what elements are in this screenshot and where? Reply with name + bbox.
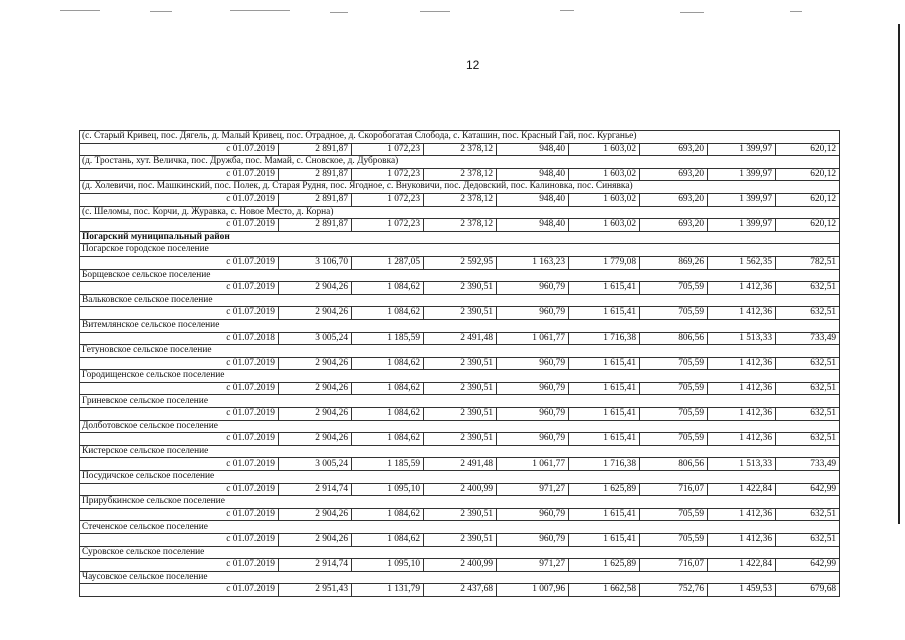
tariff-value-cell: 806,56 [640,458,708,471]
tariff-value-cell: 2 378,12 [424,143,497,156]
effective-date-cell: с 01.07.2019 [80,458,279,471]
tariff-value-cell: 1 603,02 [569,193,640,206]
tariff-value-cell: 1 131,79 [352,584,424,597]
settlement-heading-row [80,395,840,408]
tariff-value-cell: 1 779,08 [569,256,640,269]
effective-date-cell: с 01.07.2019 [80,168,279,181]
tariff-value-cell: 1 095,10 [352,483,424,496]
tariff-value-cell: 705,59 [640,508,708,521]
tariff-value-cell: 1 615,41 [569,382,640,395]
tariff-value-cell: 960,79 [497,357,569,370]
tariff-row [80,534,840,547]
tariff-value-cell: 632,51 [776,508,840,521]
tariff-value-cell: 1 084,62 [352,534,424,547]
settlement-name: Городищенское сельское поселение [80,370,840,383]
tariff-value-cell: 2 891,87 [279,193,352,206]
settlement-name: Вальковское сельское поселение [80,294,840,307]
settlement-name: Посудичское сельское поселение [80,471,840,484]
tariff-value-cell: 948,40 [497,168,569,181]
tariff-value-cell: 2 390,51 [424,357,497,370]
settlement-name: Гриневское сельское поселение [80,395,840,408]
tariff-value-cell: 2 491,48 [424,458,497,471]
tariff-row [80,282,840,295]
settlement-name: Витемлянское сельское поселение [80,319,840,332]
effective-date-cell: с 01.07.2019 [80,143,279,156]
settlement-name: (д. Холевичи, пос. Машкинский, пос. Полек, д. Старая Рудня, пос. Ягодное, с. Внуковичи, пос. Дедовский, пос. Калиновка, пос. Синявка) [80,181,840,194]
tariff-value-cell: 620,12 [776,168,840,181]
settlement-name: Кистерское сельское поселение [80,445,840,458]
tariff-value-cell: 2 904,26 [279,508,352,521]
settlement-name: (с. Шеломы, пос. Корчи, д. Журавка, с. Новое Место, д. Корна) [80,206,840,219]
effective-date-cell: с 01.07.2019 [80,584,279,597]
tariff-value-cell: 632,51 [776,534,840,547]
tariff-value-cell: 1 084,62 [352,307,424,320]
settlement-name: Стеченское сельское поселение [80,521,840,534]
tariff-value-cell: 869,26 [640,256,708,269]
page-number: 12 [466,58,480,72]
tariff-row [80,307,840,320]
tariff-value-cell: 1 061,77 [497,332,569,345]
tariff-row [80,193,840,206]
tariff-value-cell: 3 005,24 [279,458,352,471]
settlement-heading-row [80,521,840,534]
tariff-value-cell: 1 412,36 [708,408,776,421]
effective-date-cell: с 01.07.2018 [80,332,279,345]
tariff-row [80,256,840,269]
tariff-value-cell: 716,07 [640,559,708,572]
tariff-value-cell: 620,12 [776,143,840,156]
tariff-value-cell: 1 084,62 [352,408,424,421]
tariff-value-cell: 1 084,62 [352,433,424,446]
tariff-value-cell: 960,79 [497,382,569,395]
tariff-value-cell: 1 625,89 [569,483,640,496]
tariff-value-cell: 1 603,02 [569,143,640,156]
tariff-value-cell: 2 914,74 [279,559,352,572]
tariff-value-cell: 632,51 [776,307,840,320]
tariff-value-cell: 1 412,36 [708,382,776,395]
tariff-value-cell: 960,79 [497,408,569,421]
settlement-name: Борщевское сельское поселение [80,269,840,282]
effective-date-cell: с 01.07.2019 [80,219,279,232]
tariff-value-cell: 1 084,62 [352,357,424,370]
tariff-value-cell: 642,99 [776,559,840,572]
settlement-heading-row [80,206,840,219]
tariff-value-cell: 1 615,41 [569,534,640,547]
effective-date-cell: с 01.07.2019 [80,559,279,572]
tariff-value-cell: 1 412,36 [708,307,776,320]
effective-date-cell: с 01.07.2019 [80,282,279,295]
tariff-value-cell: 1 399,97 [708,193,776,206]
tariff-value-cell: 1 513,33 [708,332,776,345]
tariff-value-cell: 960,79 [497,307,569,320]
effective-date-cell: с 01.07.2019 [80,433,279,446]
settlement-name: Прирубкинское сельское поселение [80,496,840,509]
settlement-heading-row [80,244,840,257]
tariff-row [80,143,840,156]
tariff-value-cell: 642,99 [776,483,840,496]
settlement-name: Чаусовское сельское поселение [80,571,840,584]
tariff-value-cell: 705,59 [640,408,708,421]
tariff-value-cell: 620,12 [776,219,840,232]
tariff-value-cell: 960,79 [497,433,569,446]
effective-date-cell: с 01.07.2019 [80,408,279,421]
tariff-value-cell: 1 412,36 [708,357,776,370]
tariff-row [80,332,840,345]
tariff-value-cell: 705,59 [640,357,708,370]
tariff-value-cell: 2 400,99 [424,483,497,496]
tariff-value-cell: 3 005,24 [279,332,352,345]
tariff-value-cell: 632,51 [776,433,840,446]
tariff-row [80,382,840,395]
tariff-value-cell: 1 061,77 [497,458,569,471]
tariff-value-cell: 1 072,23 [352,168,424,181]
tariff-value-cell: 1 615,41 [569,508,640,521]
effective-date-cell: с 01.07.2019 [80,193,279,206]
effective-date-cell: с 01.07.2019 [80,534,279,547]
tariff-value-cell: 2 390,51 [424,433,497,446]
effective-date-cell: с 01.07.2019 [80,307,279,320]
settlement-name: (д. Тростань, хут. Величка, пос. Дружба, пос. Мамай, с. Сновское, д. Дубровка) [80,156,840,169]
tariff-value-cell: 2 390,51 [424,307,497,320]
tariff-row [80,408,840,421]
tariff-row [80,433,840,446]
settlement-heading-row [80,571,840,584]
tariff-value-cell: 632,51 [776,382,840,395]
tariff-value-cell: 1 412,36 [708,282,776,295]
tariff-value-cell: 948,40 [497,143,569,156]
tariff-row [80,483,840,496]
tariff-value-cell: 1 716,38 [569,332,640,345]
tariff-value-cell: 960,79 [497,508,569,521]
tariff-value-cell: 632,51 [776,282,840,295]
tariff-value-cell: 1 185,59 [352,458,424,471]
tariff-value-cell: 693,20 [640,193,708,206]
effective-date-cell: с 01.07.2019 [80,483,279,496]
tariff-value-cell: 1 459,53 [708,584,776,597]
settlement-heading-row [80,445,840,458]
tariff-value-cell: 705,59 [640,382,708,395]
tariff-value-cell: 1 412,36 [708,534,776,547]
settlement-name: Суровское сельское поселение [80,546,840,559]
tariff-table [79,130,840,597]
settlement-heading-row [80,496,840,509]
tariff-value-cell: 782,51 [776,256,840,269]
tariff-value-cell: 733,49 [776,332,840,345]
tariff-value-cell: 1 084,62 [352,508,424,521]
tariff-value-cell: 705,59 [640,534,708,547]
tariff-value-cell: 733,49 [776,458,840,471]
settlement-heading-row [80,420,840,433]
settlement-heading-row [80,345,840,358]
tariff-value-cell: 1 084,62 [352,282,424,295]
settlement-name: Гетуновское сельское поселение [80,345,840,358]
tariff-value-cell: 1 716,38 [569,458,640,471]
tariff-value-cell: 2 390,51 [424,382,497,395]
tariff-value-cell: 960,79 [497,282,569,295]
effective-date-cell: с 01.07.2019 [80,256,279,269]
tariff-value-cell: 2 491,48 [424,332,497,345]
tariff-value-cell: 1 287,05 [352,256,424,269]
tariff-value-cell: 2 437,68 [424,584,497,597]
tariff-value-cell: 1 422,84 [708,559,776,572]
tariff-row [80,508,840,521]
district-name: Погарский муниципальный район [80,231,840,244]
settlement-heading-row [80,546,840,559]
tariff-value-cell: 693,20 [640,219,708,232]
tariff-value-cell: 2 904,26 [279,408,352,421]
tariff-value-cell: 705,59 [640,433,708,446]
settlement-name: (с. Старый Кривец, пос. Дягель, д. Малый Кривец, пос. Отрадное, д. Скоробогатая Слобода, с. Каташин, пос. Красный Гай, пос. Курганье) [80,131,840,144]
tariff-value-cell: 1 007,96 [497,584,569,597]
tariff-row [80,357,840,370]
tariff-value-cell: 2 904,26 [279,433,352,446]
tariff-value-cell: 1 513,33 [708,458,776,471]
tariff-value-cell: 971,27 [497,483,569,496]
tariff-row [80,584,840,597]
tariff-value-cell: 2 400,99 [424,559,497,572]
tariff-value-cell: 1 399,97 [708,168,776,181]
tariff-value-cell: 1 399,97 [708,219,776,232]
tariff-value-cell: 1 615,41 [569,282,640,295]
page-edge-line [898,24,900,524]
tariff-value-cell: 1 163,23 [497,256,569,269]
tariff-value-cell: 2 904,26 [279,382,352,395]
tariff-value-cell: 1 625,89 [569,559,640,572]
tariff-value-cell: 1 412,36 [708,433,776,446]
tariff-value-cell: 2 390,51 [424,508,497,521]
tariff-value-cell: 1 615,41 [569,433,640,446]
tariff-value-cell: 693,20 [640,168,708,181]
tariff-value-cell: 752,76 [640,584,708,597]
tariff-value-cell: 1 185,59 [352,332,424,345]
settlement-name: Погарское городское поселение [80,244,840,257]
tariff-value-cell: 2 390,51 [424,408,497,421]
tariff-value-cell: 632,51 [776,357,840,370]
tariff-value-cell: 948,40 [497,193,569,206]
tariff-row [80,219,840,232]
effective-date-cell: с 01.07.2019 [80,508,279,521]
tariff-table-body [80,131,840,597]
effective-date-cell: с 01.07.2019 [80,382,279,395]
settlement-heading-row [80,156,840,169]
settlement-heading-row [80,471,840,484]
tariff-value-cell: 1 072,23 [352,143,424,156]
tariff-row [80,168,840,181]
tariff-value-cell: 2 904,26 [279,282,352,295]
tariff-value-cell: 948,40 [497,219,569,232]
tariff-value-cell: 1 095,10 [352,559,424,572]
tariff-value-cell: 1 412,36 [708,508,776,521]
tariff-value-cell: 2 904,26 [279,307,352,320]
tariff-value-cell: 705,59 [640,307,708,320]
settlement-heading-row [80,131,840,144]
tariff-value-cell: 806,56 [640,332,708,345]
tariff-value-cell: 2 951,43 [279,584,352,597]
settlement-heading-row [80,269,840,282]
tariff-value-cell: 2 378,12 [424,219,497,232]
tariff-value-cell: 960,79 [497,534,569,547]
settlement-heading-row [80,319,840,332]
tariff-value-cell: 1 615,41 [569,307,640,320]
effective-date-cell: с 01.07.2019 [80,357,279,370]
settlement-name: Долботовское сельское поселение [80,420,840,433]
tariff-value-cell: 2 904,26 [279,534,352,547]
tariff-value-cell: 620,12 [776,193,840,206]
tariff-value-cell: 1 662,58 [569,584,640,597]
tariff-value-cell: 2 390,51 [424,534,497,547]
tariff-value-cell: 1 072,23 [352,193,424,206]
tariff-value-cell: 632,51 [776,408,840,421]
tariff-value-cell: 2 914,74 [279,483,352,496]
district-heading-row [80,231,840,244]
tariff-value-cell: 679,68 [776,584,840,597]
tariff-value-cell: 1 615,41 [569,408,640,421]
tariff-value-cell: 971,27 [497,559,569,572]
tariff-value-cell: 2 592,95 [424,256,497,269]
tariff-value-cell: 1 603,02 [569,219,640,232]
tariff-value-cell: 2 378,12 [424,193,497,206]
tariff-value-cell: 2 378,12 [424,168,497,181]
tariff-value-cell: 1 615,41 [569,357,640,370]
tariff-value-cell: 716,07 [640,483,708,496]
settlement-heading-row [80,294,840,307]
tariff-value-cell: 1 399,97 [708,143,776,156]
tariff-value-cell: 1 084,62 [352,382,424,395]
tariff-value-cell: 1 603,02 [569,168,640,181]
tariff-value-cell: 2 891,87 [279,168,352,181]
tariff-row [80,458,840,471]
tariff-value-cell: 3 106,70 [279,256,352,269]
tariff-row [80,559,840,572]
tariff-value-cell: 705,59 [640,282,708,295]
settlement-heading-row [80,181,840,194]
tariff-value-cell: 1 562,35 [708,256,776,269]
tariff-value-cell: 2 891,87 [279,143,352,156]
scan-noise-top [0,6,905,20]
tariff-value-cell: 2 390,51 [424,282,497,295]
tariff-value-cell: 2 904,26 [279,357,352,370]
tariff-value-cell: 1 422,84 [708,483,776,496]
settlement-heading-row [80,370,840,383]
tariff-value-cell: 1 072,23 [352,219,424,232]
tariff-value-cell: 2 891,87 [279,219,352,232]
tariff-value-cell: 693,20 [640,143,708,156]
